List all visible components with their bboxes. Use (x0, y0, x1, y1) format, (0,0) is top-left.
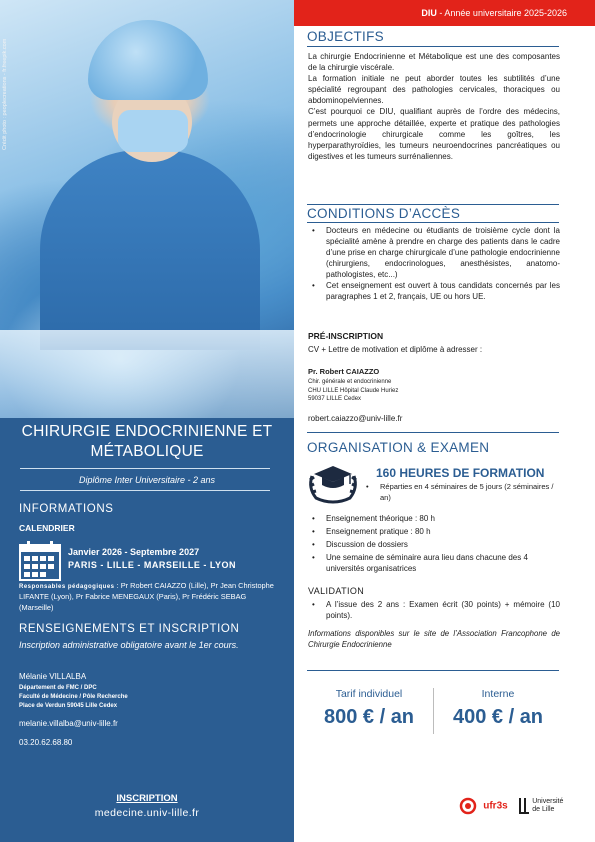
section-rule (307, 432, 559, 433)
informations-heading: INFORMATIONS (19, 503, 114, 515)
objectifs-paragraph: C’est pourquoi ce DIU, qualifiant auprès de l’ordre des médecins, permets une approche détaillée, experte et pratique des pathologies d’endocrinologie chirurgicale comme les goîtres, les hyperparathyroïdies, les tumeurs neuroendocrines pancréatiques ou digestives et les tumeurs surrénaliennes. (308, 107, 560, 161)
conditions-list (308, 225, 560, 302)
calendar-dates: Janvier 2026 - Septembre 2027 (68, 547, 200, 557)
program-subtitle: Diplôme Inter Universitaire - 2 ans (78, 475, 216, 485)
tarif-divider (433, 688, 434, 734)
info-note: Informations disponibles sur le site de l’Association Francophone de Chirurgie Endocrinienne (308, 629, 560, 649)
organisation-item: • Une semaine de séminaire aura lieu dans chacune des 4 universités organisatrices (308, 552, 560, 574)
tarif-interne-label: Interne (481, 688, 515, 700)
contact-pr-line: Chir. générale et endocrinienne (308, 379, 392, 385)
tarif-interne-price: 400 € / an (452, 706, 544, 728)
tarif-individuel-label: Tarif individuel (335, 688, 403, 700)
organisation-heading: ORGANISATION & EXAMEN (307, 440, 490, 455)
section-rule (307, 46, 559, 47)
organisation-item: • Enseignement pratique : 80 h (308, 526, 560, 537)
validation-heading: VALIDATION (308, 586, 365, 596)
contact-pr-line: CHU LILLE Hôpital Claude Huriez (308, 387, 399, 394)
contact-department: Département de FMC / DPC (19, 685, 97, 691)
photo-gown (40, 150, 260, 350)
universite-lille-text (532, 798, 563, 814)
inscription-link[interactable]: medecine.univ-lille.fr (94, 807, 200, 819)
top-bar-year: - Année universitaire 2025-2026 (436, 8, 567, 18)
graduation-cap-icon (306, 462, 360, 504)
objectifs-paragraph: La formation initiale ne peut aborder toutes les subtilités d’une spécialité regroupant des pathologies cervicales, thoraciques ou abdominopelviennes. (308, 74, 560, 106)
ufr3s-text: ufr3s (483, 800, 508, 812)
tarif-individuel (306, 688, 432, 729)
universite-lille-line2: de Lille (532, 806, 555, 813)
objectifs-text (308, 51, 560, 162)
program-title (0, 422, 294, 462)
contact-email[interactable]: melanie.villalba@univ-lille.fr (19, 719, 118, 728)
divider (20, 490, 270, 491)
objectifs-paragraph: La chirurgie Endocrinienne et Métabolique est une des composantes de la chirurgie viscérale. (308, 52, 560, 73)
conditions-item: • Docteurs en médecine ou étudiants de troisième cycle dont la spécialité amène à prendre en charge des patients dans le cadre d’une prise en charge chirurgicale d’une pathologie endocrinienne (chirurgiens, endocrinologues, anesthésistes, anatomo-pathologistes, etc...) (308, 225, 560, 280)
tarif-interne (435, 688, 561, 729)
left-panel (0, 0, 294, 842)
top-bar (294, 0, 595, 26)
program-title-line2: MÉTABOLIQUE (90, 443, 204, 460)
inscription-note: Inscription administrative obligatoire avant le 1er cours. (19, 640, 239, 650)
tarif-individuel-price: 800 € / an (323, 706, 415, 728)
photo-mask (118, 110, 188, 152)
preinscription-text: CV + Lettre de motivation et diplôme à adresser : (308, 345, 483, 354)
validation-item: • A l’issue des 2 ans : Examen écrit (30 points) + mémoire (10 points). (308, 599, 560, 621)
ufr3s-icon (459, 797, 481, 815)
ufr3s-logo (459, 797, 508, 815)
conditions-item: • Cet enseignement est ouvert à tous candidats concernés par les paragraphes 1 et 2, français, UE ou hors UE. (308, 280, 560, 302)
right-panel (294, 0, 595, 842)
responsables-label: Responsables pédagogiques (19, 584, 115, 590)
divider (20, 468, 270, 469)
contact-faculty: Faculté de Médecine / Pôle Recherche (19, 694, 128, 700)
contact-name: Mélanie VILLALBA (19, 672, 87, 681)
organisation-item: • Enseignement théorique : 80 h (308, 513, 560, 524)
contact-pr-email[interactable]: robert.caiazzo@univ-lille.fr (308, 414, 403, 423)
inscription-label: INSCRIPTION (116, 793, 178, 804)
section-rule (307, 670, 559, 671)
photo-cap (88, 20, 208, 100)
program-title-line1: CHIRURGIE ENDOCRINIENNE ET (21, 423, 273, 440)
renseignements-heading: RENSEIGNEMENTS ET INSCRIPTION (19, 623, 240, 635)
responsables-names: : Pr Robert CAIAZZO (Lille), Pr Jean Christophe LIFANTE (Lyon), Pr Fabrice MENEGAUX (Paris), Pr Frédéric SEBAG (Marseille) (19, 581, 274, 612)
top-bar-text (421, 8, 567, 18)
contact-phone[interactable]: 03.20.62.68.80 (19, 738, 73, 747)
conditions-heading: CONDITIONS D’ACCÈS (307, 206, 461, 221)
photo-sheet (0, 330, 294, 418)
section-rule (307, 204, 559, 205)
universite-lille-logo (518, 797, 563, 815)
contact-address: Place de Verdun 59045 Lille Cedex (19, 703, 118, 709)
heures-list (362, 482, 562, 503)
calendar-icon (19, 541, 61, 581)
organisation-item: • Discussion de dossiers (308, 539, 560, 550)
section-rule (307, 222, 559, 223)
contact-pr-name: Pr. Robert CAIAZZO (308, 367, 380, 376)
objectifs-heading: OBJECTIFS (307, 29, 384, 44)
top-bar-diu: DIU (421, 8, 437, 18)
contact-pr-line: 59037 LILLE Cedex (308, 396, 362, 402)
heures-heading: 160 HEURES DE FORMATION (376, 466, 545, 480)
validation-list (308, 599, 560, 621)
heures-sub: • Réparties en 4 séminaires de 5 jours (2 séminaires / an) (362, 482, 562, 503)
contact-pr-details (308, 378, 398, 404)
surgeon-photo (0, 0, 294, 418)
responsables-text (19, 581, 274, 613)
photo-credit: Crédit photo : peoplecreations - fr.freepik.com (2, 38, 8, 150)
preinscription-heading: PRÉ-INSCRIPTION (308, 331, 384, 341)
calendar-cities: PARIS - LILLE - MARSEILLE - LYON (68, 560, 237, 570)
calendrier-label: CALENDRIER (19, 523, 75, 533)
universite-lille-icon (518, 797, 530, 815)
organisation-list (308, 513, 560, 574)
universite-lille-line1: Université (532, 798, 564, 805)
